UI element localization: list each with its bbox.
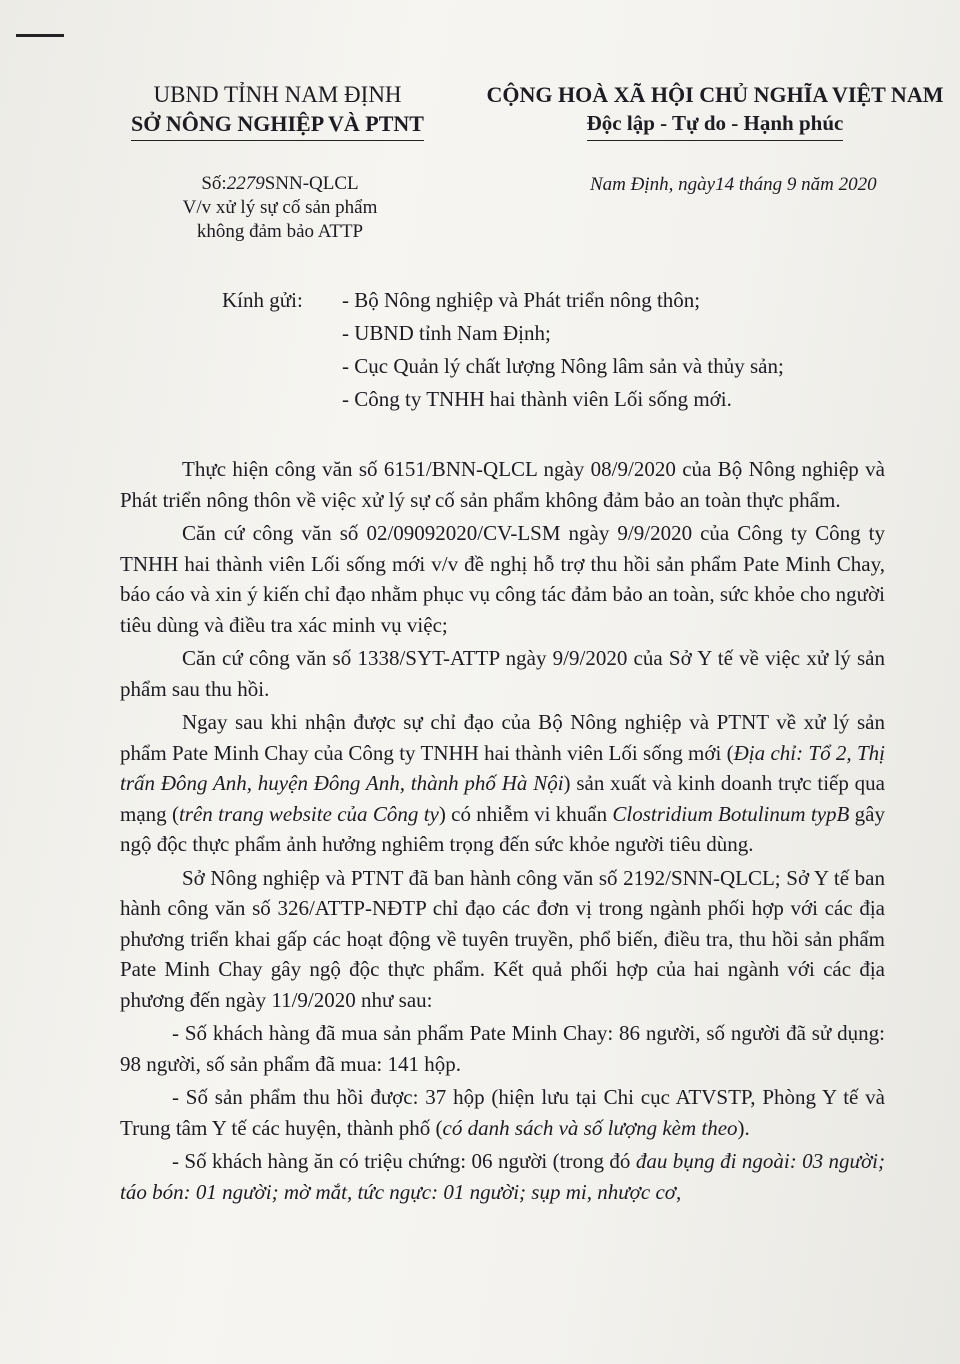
doc-number-handwritten: 2279 [226, 173, 265, 194]
place-date [590, 174, 877, 196]
national-motto [470, 109, 960, 141]
department-name [105, 109, 450, 141]
subject-line-2: không đảm bảo ATTP [196, 221, 364, 242]
paragraph-5: Sở Nông nghiệp và PTNT đã ban hành công văn số 2192/SNN-QLCL; Sở Y tế ban hành công văn số 326/ATTP-NĐTP chỉ đạo các đơn vị trong ngành phối hợp với các địa phương triển khai gấp các hoạt động về tuyên truyền, phổ biến, điều tra, thu hồi sản phẩm Pate Minh Chay gây ngộ độc thực phẩm. Kết quả phối hợp của hai ngành với các địa phương đến ngày 11/9/2020 như sau: [120, 865, 885, 1012]
recipients-label: Kính gửi: [222, 288, 303, 312]
document-body [120, 454, 885, 1210]
national-motto-text: Độc lập - Tự do - Hạnh phúc [587, 109, 844, 141]
paragraph-2: Căn cứ công văn số 02/09092020/CV-LSM ngày 9/9/2020 của Công ty Công ty TNHH hai thành viên Lối sống mới v/v đề nghị hỗ trợ thu hồi sản phẩm Pate Minh Chay, báo cáo và xin ý kiến chỉ đạo nhằm phục vụ công tác đảm bảo an toàn, sức khỏe cho người tiêu dùng và điều tra xác minh vụ việc; [120, 521, 885, 637]
national-header [470, 80, 960, 141]
nation-name: CỘNG HOÀ XÃ HỘI CHỦ NGHĨA VIỆT NAM [486, 82, 944, 107]
document-number-block [110, 172, 450, 244]
issuer-header [105, 80, 450, 141]
paragraph-4: Ngay sau khi nhận được sự chỉ đạo của Bộ Nông nghiệp và PTNT về xử lý sản phẩm Pate Minh Chay của Công ty TNHH hai thành viên Lối sống mới (Địa chỉ: Tổ 2, Thị trấn Đông Anh, huyện Đông Anh, thành phố Hà Nội) sản xuất và kinh doanh trực tiếp qua mạng (trên trang website của Công ty) có nhiễm vi khuẩn Clostridium Botulinum typB gây ngộ độc thực phẩm ảnh hưởng nghiêm trọng đến sức khỏe người tiêu dùng. [120, 710, 885, 856]
result-item-1: - Số khách hàng đã mua sản phẩm Pate Minh Chay: 86 người, số người đã sử dụng: 98 người, số sản phẩm đã mua: 141 hộp. [120, 1021, 885, 1076]
recipient-item: - Bộ Nông nghiệp và Phát triển nông thôn; [342, 288, 701, 312]
agency-name: UBND TỈNH NAM ĐỊNH [153, 82, 402, 107]
date-day: 14 [715, 174, 735, 195]
recipient-item: - Công ty TNHH hai thành viên Lối sống mới. [342, 387, 732, 411]
document-number [110, 172, 450, 196]
paragraph-1: Thực hiện công văn số 6151/BNN-QLCL ngày 08/9/2020 của Bộ Nông nghiệp và Phát triển nông thôn về việc xử lý sự cố sản phẩm không đảm bảo an toàn thực phẩm. [120, 457, 885, 512]
date-suffix: tháng 9 năm 2020 [738, 174, 877, 195]
doc-number-suffix: SNN-QLCL [264, 173, 359, 194]
corner-dash [16, 34, 64, 37]
doc-number-prefix: Số: [201, 173, 227, 194]
recipient-item: - UBND tỉnh Nam Định; [342, 321, 551, 345]
subject-line-1: V/v xử lý sự cố sản phẩm [182, 197, 378, 218]
recipients-block [222, 284, 784, 416]
paragraph-3: Căn cứ công văn số 1338/SYT-ATTP ngày 9/9/2020 của Sở Y tế về việc xử lý sản phẩm sau thu hồi. [120, 646, 885, 701]
recipients-list [222, 284, 784, 416]
result-item-3: - Số khách hàng ăn có triệu chứng: 06 người (trong đó đau bụng đi ngoài: 03 người; táo bón: 01 người; mờ mắt, tức ngực: 01 người; sụp mi, nhược cơ, [120, 1149, 885, 1204]
recipient-item: - Cục Quản lý chất lượng Nông lâm sản và thủy sản; [342, 354, 784, 378]
result-item-2: - Số sản phẩm thu hồi được: 37 hộp (hiện lưu tại Chi cục ATVSTP, Phòng Y tế và Trung tâm Y tế các huyện, thành phố (có danh sách và số lượng kèm theo). [120, 1085, 885, 1140]
department-name-text: SỞ NÔNG NGHIỆP VÀ PTNT [131, 109, 424, 141]
date-prefix: Nam Định, ngày [590, 174, 716, 195]
